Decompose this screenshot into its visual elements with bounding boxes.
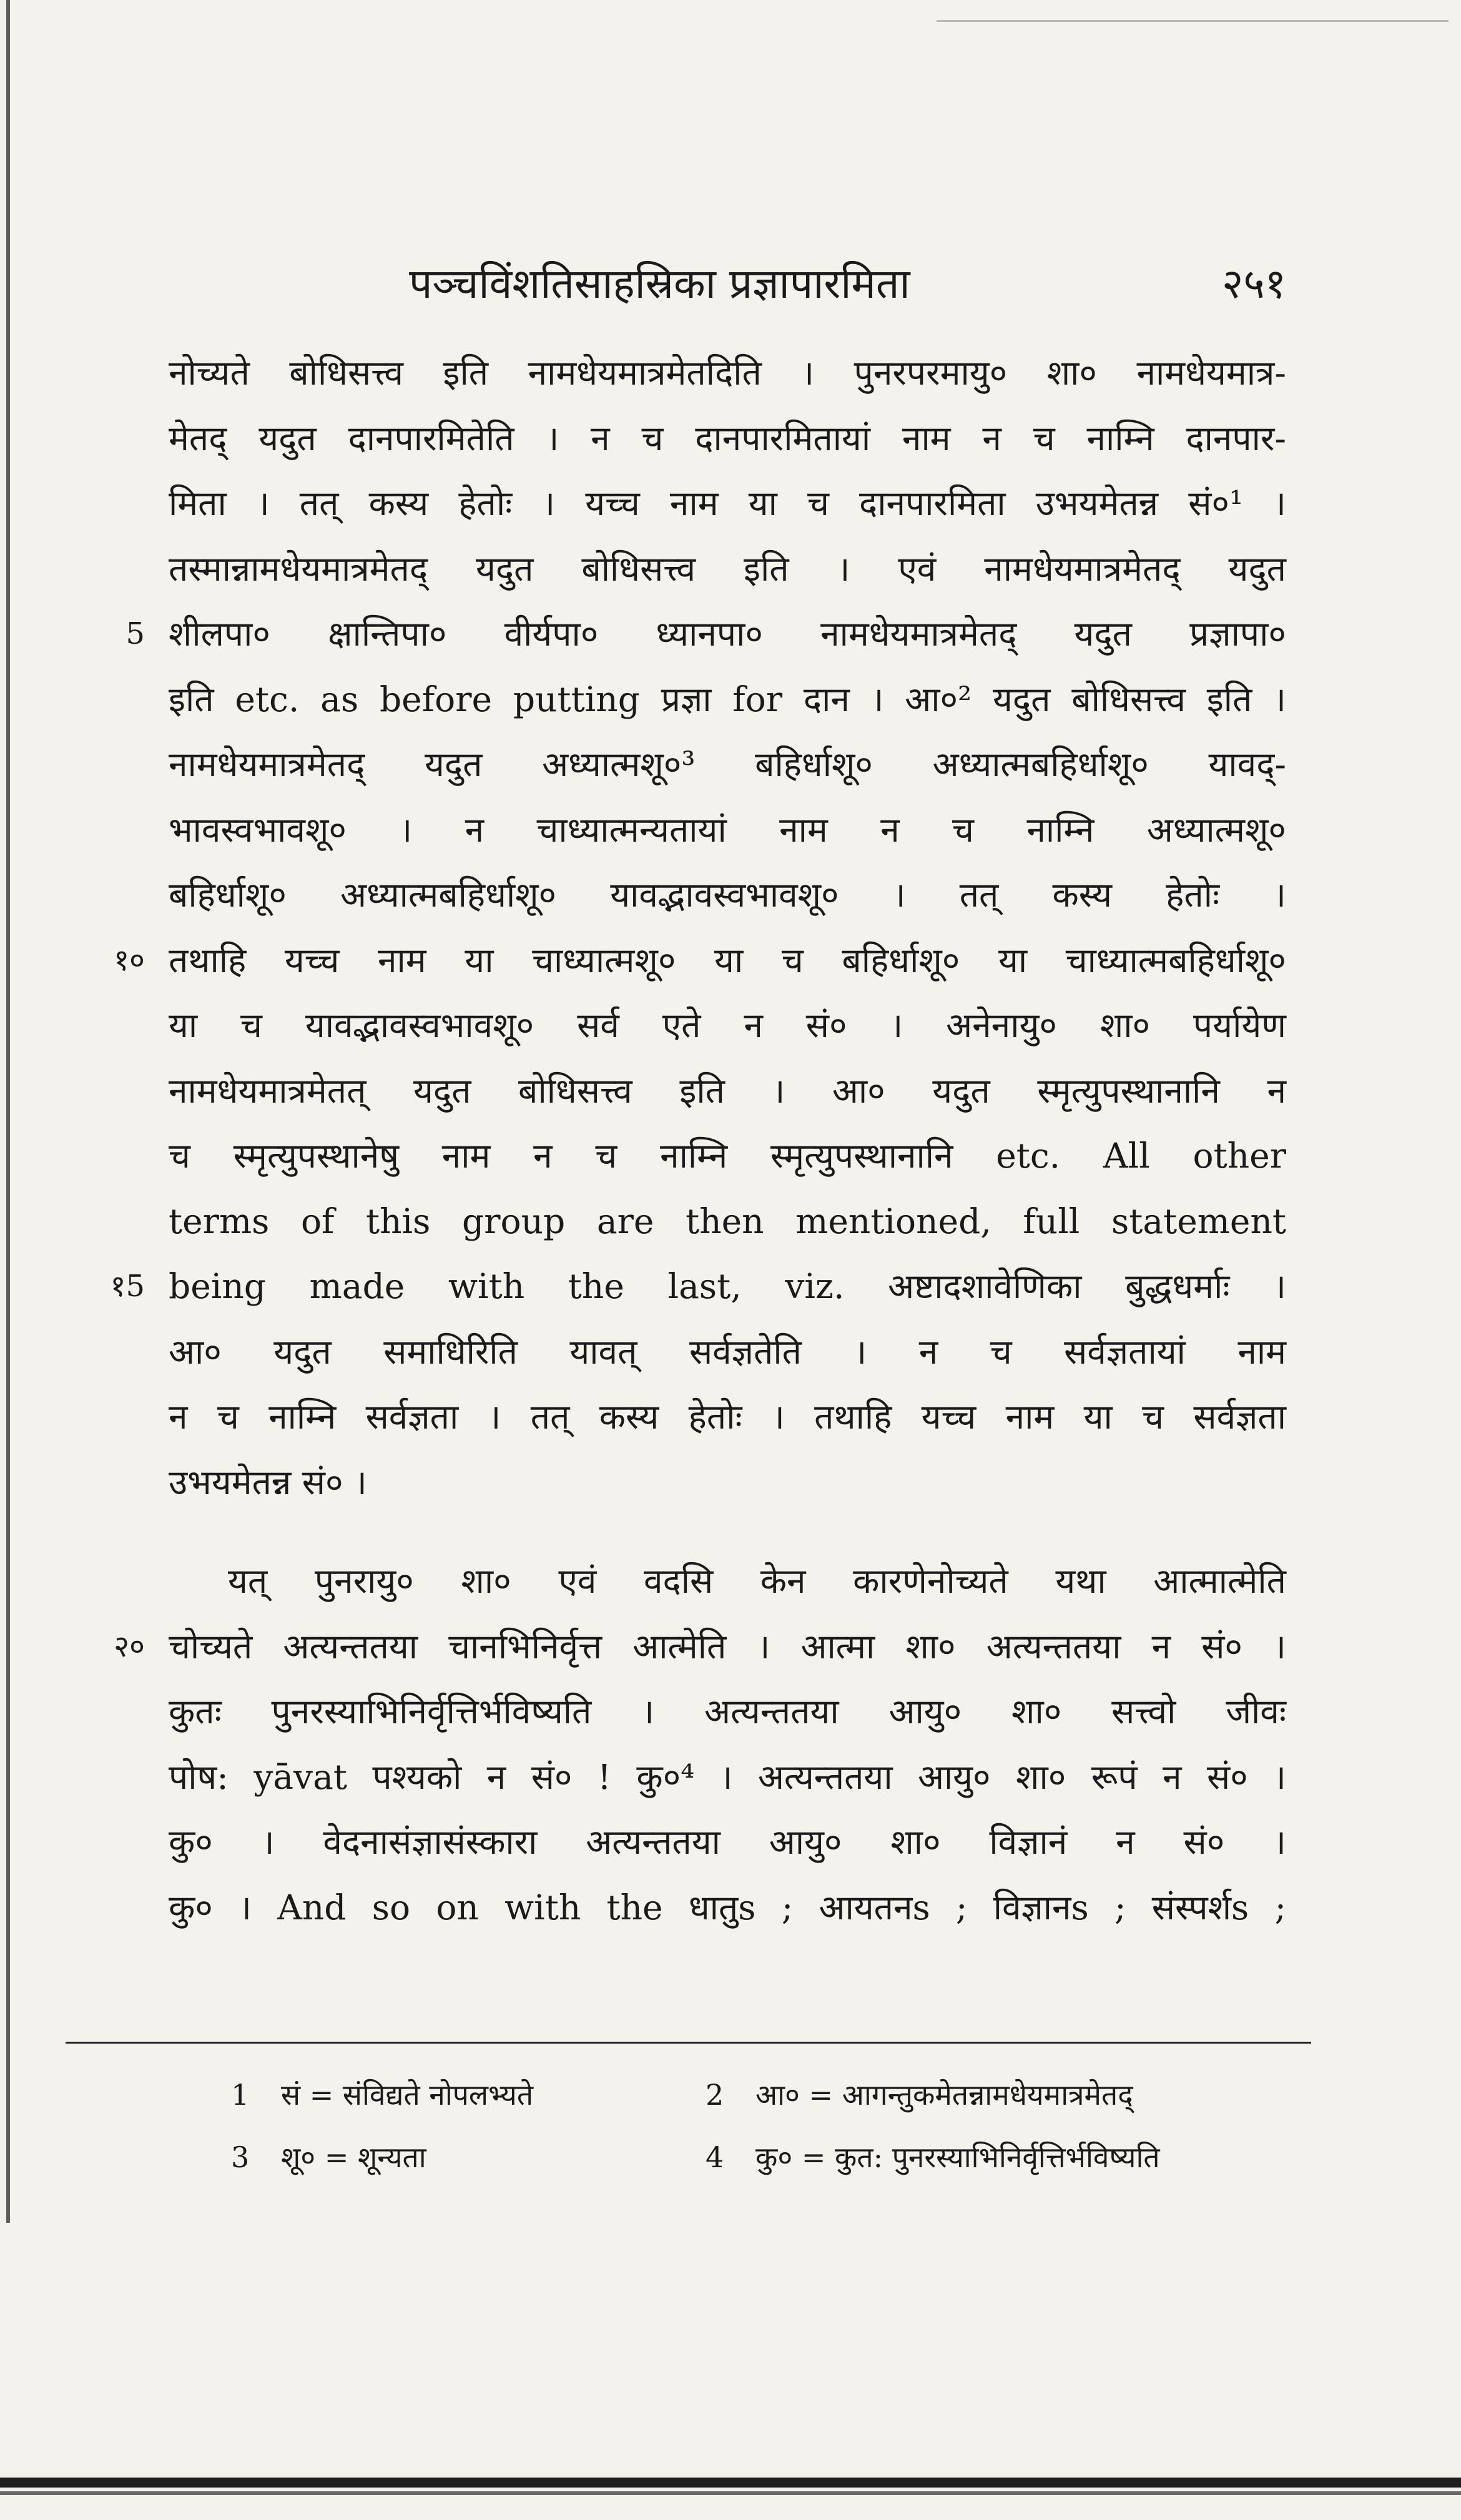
page-binding-edge: [6, 0, 10, 2223]
text-line: [169, 797, 1286, 863]
text-line: [169, 1123, 1286, 1189]
page-bottom-shadow: [0, 2491, 1461, 2495]
text-line: [169, 1450, 1286, 1515]
text-line: [169, 1058, 1286, 1124]
line-text: तथाहि यच्च नाम या चाध्यात्मशू० या च बहिर्धाशू० या चाध्यात्मबहिर्धाशू०: [169, 940, 1286, 980]
line-text: terms of this group are then mentioned, full statement: [169, 1201, 1286, 1241]
text-line: [169, 1319, 1286, 1385]
text-line: [110, 1254, 1286, 1319]
text-line: [169, 1384, 1286, 1450]
text-line: [169, 993, 1286, 1058]
text-line: [169, 406, 1286, 471]
line-text: कु० । And so on with the धातुs ; आयतनs ; विज्ञानs ; संस्पर्शs ;: [169, 1887, 1286, 1927]
line-number: २०: [114, 1628, 145, 1664]
line-text: शीलपा० क्षान्तिपा० वीर्यपा० ध्यानपा० नामधेयमात्रमेतद् यदुत प्रज्ञापा०: [169, 614, 1286, 654]
line-text: कुतः पुनरस्याभिनिर्वृत्तिर्भविष्यति । अत्यन्ततया आयु० शा० सत्त्वो जीवः: [169, 1691, 1286, 1731]
line-text: मेतद् यदुत दानपारमितेति । न च दानपारमितायां नाम न च नाम्नि दानपार-: [169, 418, 1286, 458]
text-line: [169, 536, 1286, 602]
footnote-text: शू० = शून्यता: [281, 2140, 426, 2174]
footnote-number: 3: [231, 2140, 250, 2174]
running-title: पञ्चविंशतिसाहस्रिका प्रज्ञापारमिता: [409, 260, 910, 308]
footnote-1: [231, 2070, 533, 2120]
line-text: आ० यदुत समाधिरिति यावत् सर्वज्ञतेति । न च सर्वज्ञतायां नाम: [169, 1331, 1286, 1372]
page-number: २५१: [1222, 260, 1286, 308]
footnote-rule: [66, 2042, 1311, 2044]
page-top-edge: [937, 20, 1449, 22]
line-text: नामधेयमात्रमेतद् यदुत अध्यात्मशू०³ बहिर्धाशू० अध्यात्मबहिर्धाशू० यावद्-: [169, 744, 1286, 784]
line-text: उभयमेतन्न सं० ।: [169, 1462, 367, 1502]
footnote-3: [231, 2132, 426, 2182]
line-text: नामधेयमात्रमेतत् यदुत बोधिसत्त्व इति । आ० यदुत स्मृत्युपस्थानानि न: [169, 1070, 1286, 1111]
text-line: [169, 471, 1286, 536]
footnote-4: [706, 2132, 1160, 2182]
text-line: [169, 1548, 1286, 1614]
line-number: १०: [114, 942, 145, 978]
text-line: [169, 1679, 1286, 1745]
footnote-2: [706, 2070, 1133, 2120]
line-text: बहिर्धाशू० अध्यात्मबहिर्धाशू० यावद्भावस्वभावशू० । तत् कस्य हेतोः ।: [169, 875, 1286, 915]
footnote-text: आ० = आगन्तुकमेतन्नामधेयमात्रमेतद्: [755, 2078, 1133, 2112]
line-text: च स्मृत्युपस्थानेषु नाम न च नाम्नि स्मृत्युपस्थानानि etc. All other: [169, 1136, 1286, 1176]
footnote-number: 2: [706, 2078, 724, 2112]
text-line: [169, 667, 1286, 732]
footnote-text: कु० = कुत: पुनरस्याभिनिर्वृत्तिर्भविष्यति: [755, 2140, 1160, 2174]
line-text: being made with the last, viz. अष्टादशावेणिका बुद्धधर्माः ।: [169, 1266, 1286, 1306]
text-line: [114, 928, 1286, 993]
page-bottom-edge: [0, 2478, 1461, 2488]
text-line: [169, 1875, 1286, 1941]
line-text: तस्मान्नामधेयमात्रमेतद् यदुत बोधिसत्त्व इति । एवं नामधेयमात्रमेतद् यदुत: [169, 548, 1286, 589]
line-text: चोच्यते अत्यन्ततया चानभिनिर्वृत्त आत्मेति । आत्मा शा० अत्यन्ततया न सं० ।: [169, 1626, 1286, 1666]
line-number: 5: [125, 616, 145, 651]
running-header: [169, 253, 1286, 322]
line-text: यत् पुनरायु० शा० एवं वदसि केन कारणेनोच्यते यथा आत्मात्मेति: [228, 1561, 1286, 1601]
text-line: [169, 1809, 1286, 1875]
line-text: इति etc. as before putting प्रज्ञा for दान । आ०² यदुत बोधिसत्त्व इति ।: [169, 679, 1286, 719]
footnote-number: 4: [706, 2140, 724, 2174]
paragraph-gap: [169, 1515, 1286, 1548]
text-line: [114, 1614, 1286, 1680]
footnote-number: 1: [231, 2078, 250, 2112]
line-number: १5: [110, 1269, 145, 1304]
text-line: [169, 732, 1286, 797]
text-line: [169, 340, 1286, 406]
line-text: कु० । वेदनासंज्ञासंस्कारा अत्यन्ततया आयु० शा० विज्ञानं न सं० ।: [169, 1822, 1286, 1862]
line-text: पोष: yāvat पश्यको न सं० ! कु०⁴ । अत्यन्ततया आयु० शा० रूपं न सं० ।: [169, 1756, 1286, 1797]
line-text: नोच्यते बोधिसत्त्व इति नामधेयमात्रमेतदिति । पुनरपरमायु० शा० नामधेयमात्र-: [169, 353, 1286, 393]
line-text: मिता । तत् कस्य हेतोः । यच्च नाम या च दानपारमिता उभयमेतन्न सं०¹ ।: [169, 483, 1286, 523]
line-text: भावस्वभावशू० । न चाध्यात्मन्यतायां नाम न च नाम्नि अध्यात्मशू०: [169, 809, 1286, 850]
main-text: [110, 340, 1286, 1940]
line-text: न च नाम्नि सर्वज्ञता । तत् कस्य हेतोः । तथाहि यच्च नाम या च सर्वज्ञता: [169, 1397, 1286, 1437]
text-line: [125, 601, 1286, 667]
text-line: [169, 1189, 1286, 1254]
line-text: या च यावद्भावस्वभावशू० सर्व एते न सं० । अनेनायु० शा० पर्यायेण: [169, 1005, 1286, 1045]
text-line: [169, 1745, 1286, 1810]
text-line: [169, 862, 1286, 928]
footnote-text: सं = संविद्यते नोपलभ्यते: [281, 2078, 534, 2112]
